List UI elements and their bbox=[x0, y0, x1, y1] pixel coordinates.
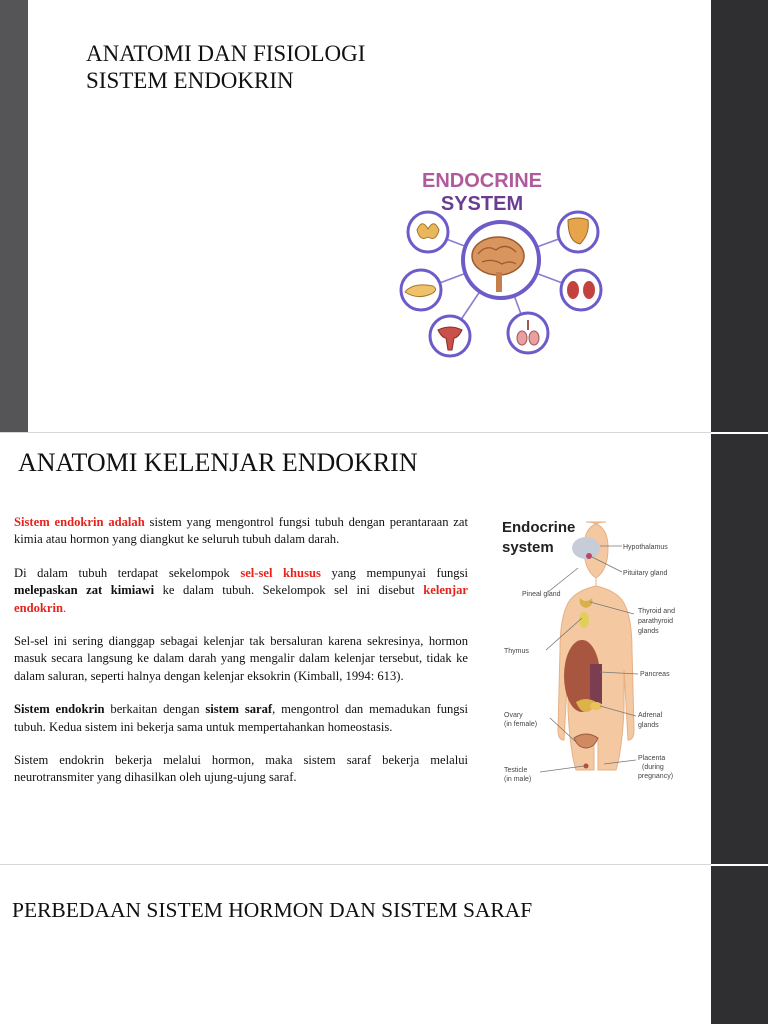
graphic-title-line1: ENDOCRINE bbox=[421, 170, 543, 192]
endocrine-system-illustration bbox=[388, 150, 616, 375]
label-thymus: Thymus bbox=[504, 648, 529, 655]
slide-accent-bar bbox=[0, 0, 28, 432]
viewer-scrollbar-track[interactable] bbox=[711, 0, 768, 1024]
paragraph-text: Di dalam tubuh terdapat sekelompok bbox=[14, 565, 241, 580]
label-placenta-1: Placenta bbox=[638, 755, 666, 762]
page-separator bbox=[711, 432, 768, 434]
label-ovary-2: (in female) bbox=[504, 721, 538, 728]
label-pineal: Pineal gland bbox=[522, 591, 561, 598]
paragraph-text: . bbox=[63, 600, 67, 615]
paragraph-special-cells bbox=[14, 565, 468, 617]
slide-divider bbox=[0, 432, 711, 433]
diagram-title-line2: system bbox=[502, 539, 554, 556]
label-placenta-3: pregnancy) bbox=[638, 773, 674, 780]
label-pancreas: Pancreas bbox=[640, 671, 670, 678]
paragraph-text: , mengontrol dan memadukan fungsi tubuh. Kedua sistem ini bekerja sama untuk mempertahankan homeostasis. bbox=[14, 702, 468, 734]
slide1-title-line1: ANATOMI DAN FISIOLOGI bbox=[86, 41, 366, 66]
paragraph-text: sistem yang mengontrol fungsi tubuh dengan perantaraan zat kimia atau hormon yang diangkut ke seluruh tubuh dalam darah. bbox=[14, 515, 468, 547]
label-ovary-1: Ovary bbox=[504, 712, 523, 719]
label-hypothalamus: Hypothalamus bbox=[623, 544, 668, 551]
paragraph-nervous-system bbox=[14, 701, 468, 736]
label-placenta-2: (during bbox=[642, 764, 664, 771]
label-testicle-2: (in male) bbox=[504, 776, 532, 783]
highlight-term: kelenjar endokrin bbox=[14, 583, 469, 615]
paragraph-text: ke dalam tubuh. Sekelompok sel ini disebut bbox=[154, 583, 424, 598]
label-testicle-1: Testicle bbox=[504, 767, 528, 774]
slide1-title-line2: SISTEM ENDOKRIN bbox=[86, 68, 294, 93]
label-adrenal-1: Adrenal bbox=[638, 712, 663, 719]
testes-icon bbox=[508, 313, 548, 353]
endocrine-body-diagram bbox=[496, 510, 686, 810]
slide3-title: PERBEDAAN SISTEM HORMON DAN SISTEM SARAF bbox=[12, 898, 533, 922]
label-thyroid-2: parathyroid bbox=[638, 618, 674, 625]
bold-term: Sistem endokrin bbox=[14, 702, 105, 717]
highlight-term: sel-sel khusus bbox=[240, 565, 321, 580]
highlight-term: Sistem endokrin adalah bbox=[14, 515, 145, 529]
paragraph-ductless: Sel-sel ini sering dianggap sebagai kelenjar tak bersaluran karena sekresinya, hormon masuk secara langsung ke dalam darah yang mengalir dalam kelenjar tersebut, tidak ke dalam saluran, seperti halnya dengan kelenjar eksokrin (Kimball, 1994: 613). bbox=[14, 634, 468, 683]
paragraph-definition bbox=[14, 514, 468, 549]
graphic-title-line2: SYSTEM bbox=[440, 193, 524, 215]
paragraph-text: yang mempunyai fungsi bbox=[320, 565, 468, 580]
bold-term: sistem saraf bbox=[205, 702, 273, 717]
slide-divider bbox=[0, 864, 711, 865]
slide2-title: ANATOMI KELENJAR ENDOKRIN bbox=[18, 448, 418, 477]
label-thyroid-1: Thyroid and bbox=[638, 608, 675, 615]
paragraph-text: berkaitan dengan bbox=[104, 702, 206, 717]
page-separator bbox=[711, 864, 768, 866]
slide1-title bbox=[86, 40, 365, 94]
bold-term: melepaskan zat kimiawi bbox=[14, 583, 155, 598]
diagram-title-line1: Endocrine bbox=[502, 519, 576, 536]
slide2-body-text bbox=[14, 514, 468, 803]
label-thyroid-3: glands bbox=[638, 628, 659, 635]
label-pituitary: Pituitary gland bbox=[623, 570, 668, 577]
label-adrenal-2: glands bbox=[638, 722, 659, 729]
paragraph-hormones: Sistem endokrin bekerja melalui hormon, maka sistem saraf bekerja melalui neurotransmiter yang dihasilkan oleh ujung-ujung saraf. bbox=[14, 753, 468, 785]
